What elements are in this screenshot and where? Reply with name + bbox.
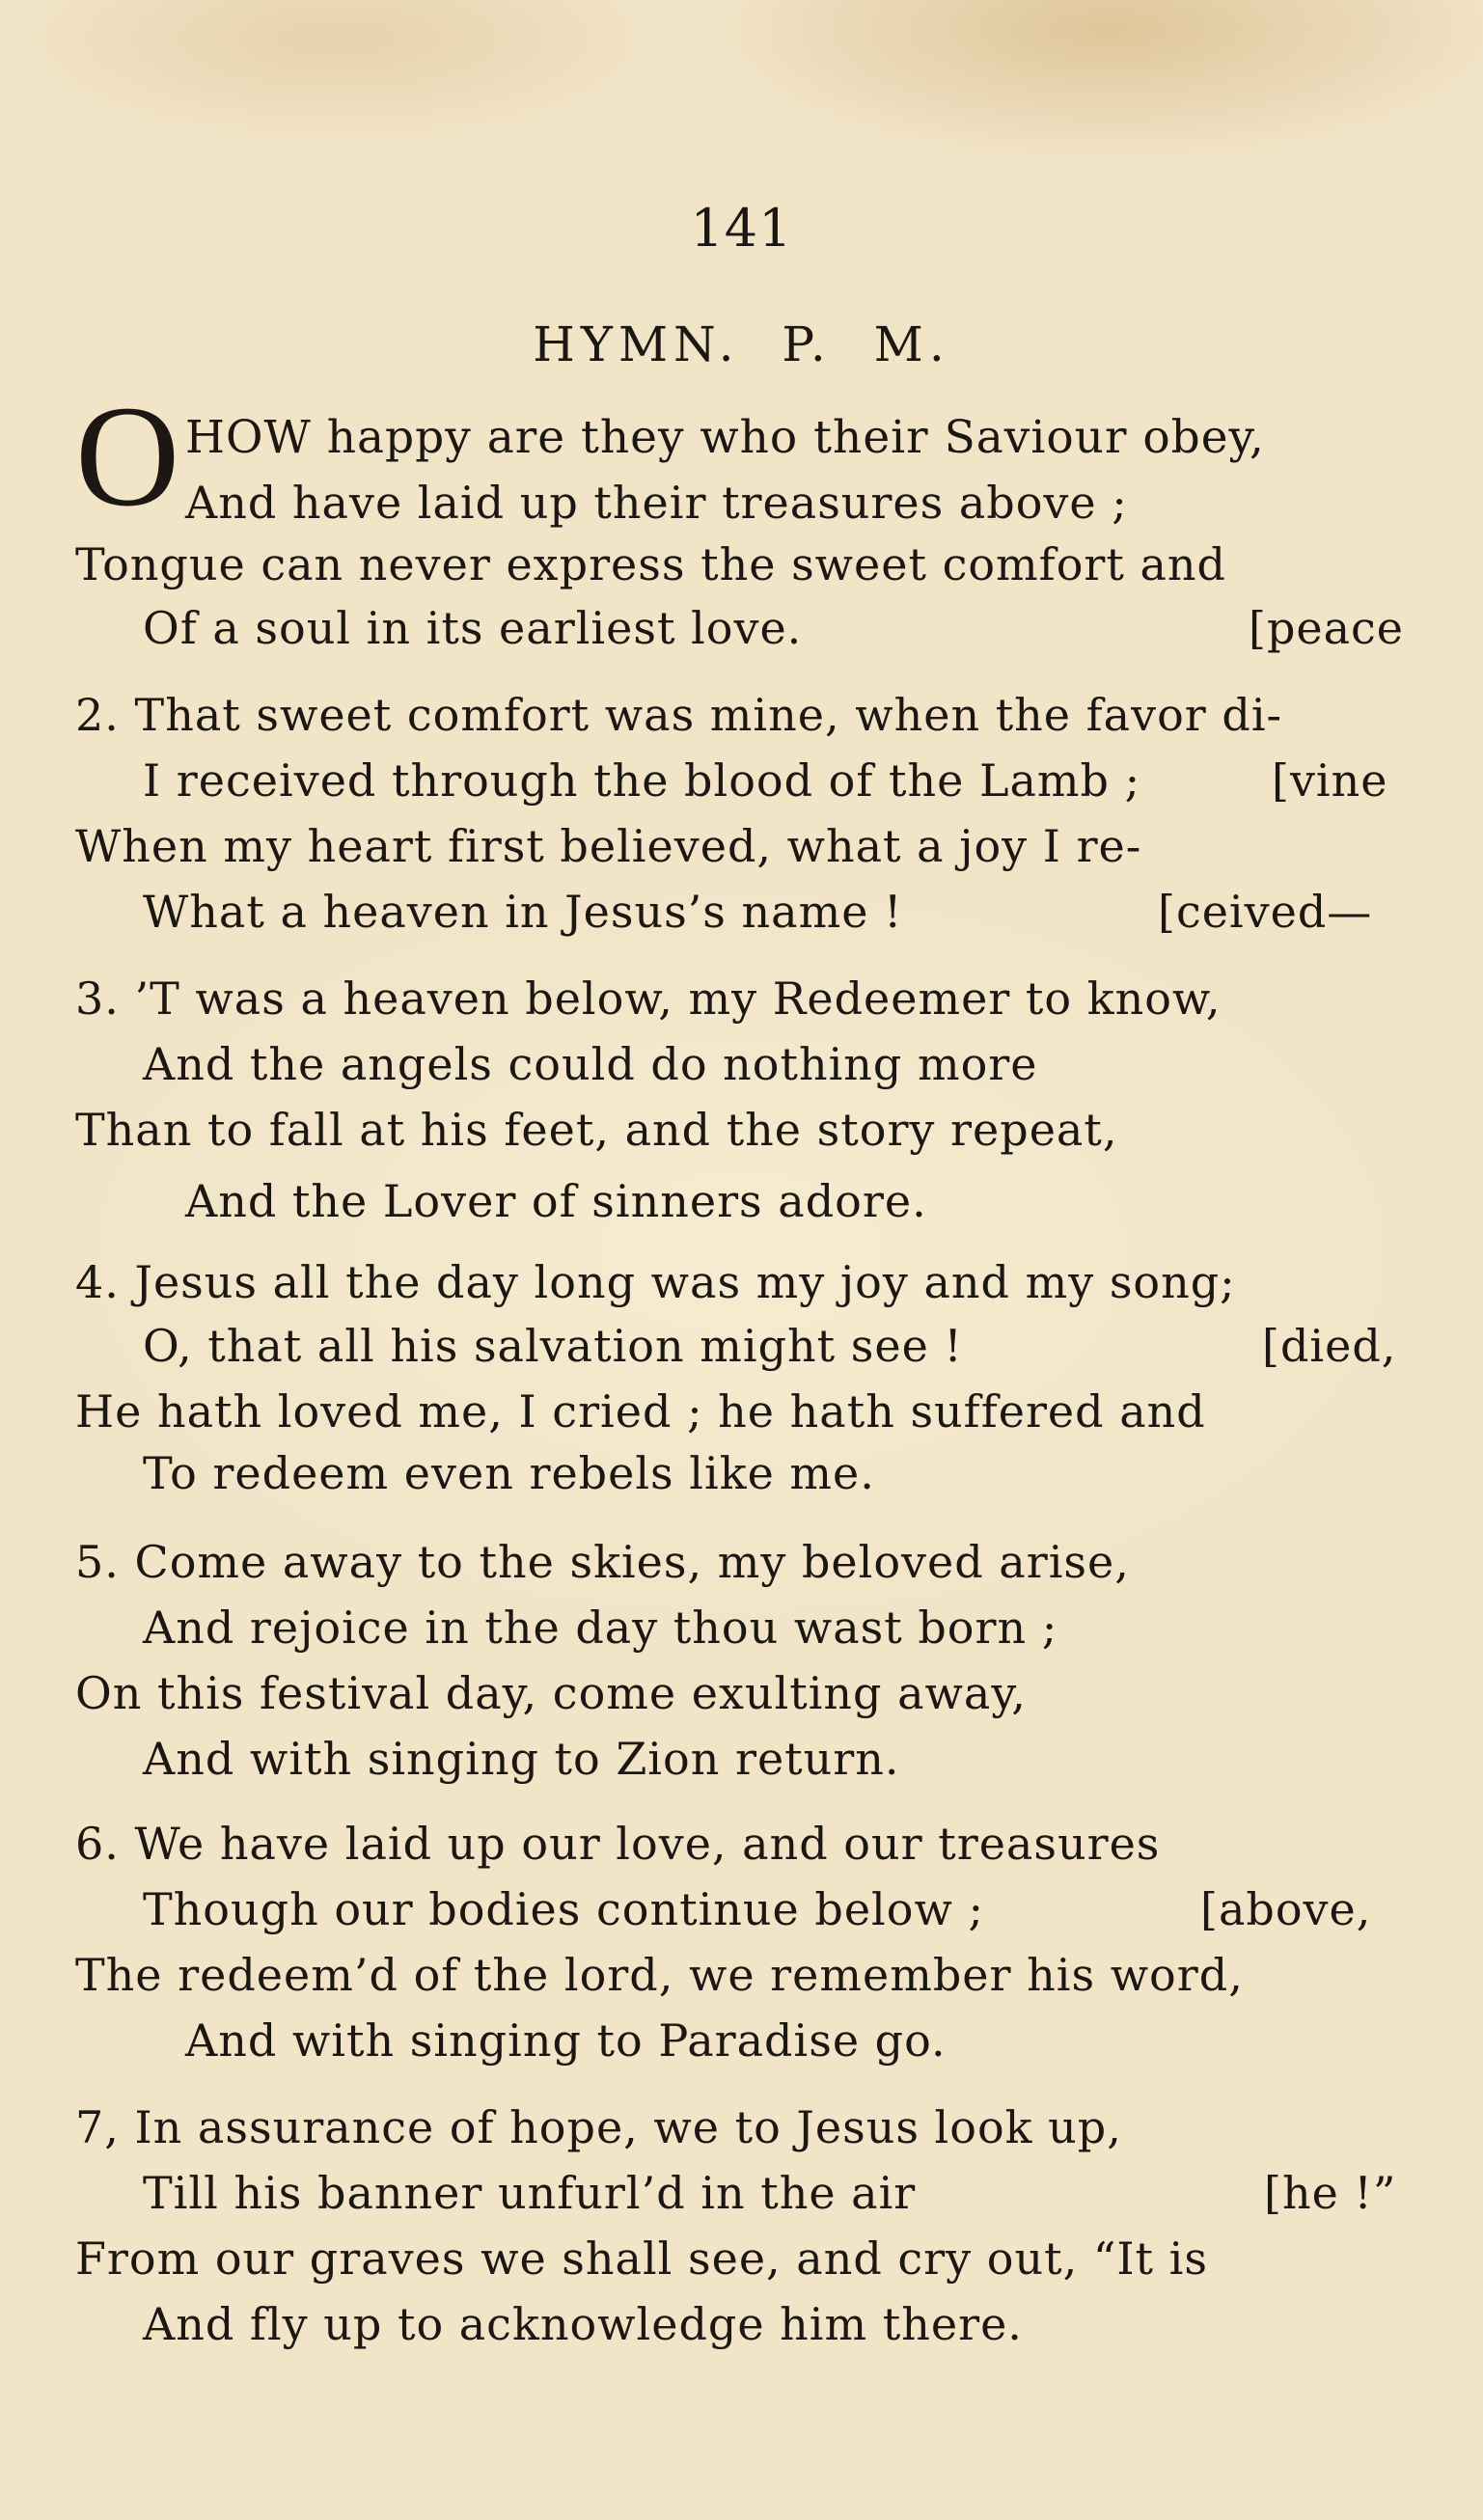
- verse-line: The redeem’d of the lord, we remember his word,: [75, 1949, 1244, 2001]
- turnover-text: [vine: [1272, 754, 1388, 807]
- verse-line: And with singing to Paradise go.: [185, 2014, 947, 2067]
- verse-line: What a heaven in Jesus’s name !: [143, 886, 903, 938]
- turnover-text: [peace: [1249, 602, 1405, 654]
- verse-line: Than to fall at his feet, and the story repeat,: [75, 1104, 1118, 1156]
- verse-line: And rejoice in the day thou wast born ;: [143, 1602, 1058, 1654]
- turnover-text: [he !”: [1264, 2167, 1397, 2219]
- verse-line: And fly up to acknowledge him there.: [143, 2298, 1023, 2350]
- drop-cap: O: [75, 376, 180, 536]
- turnover-text: [ceived—: [1158, 886, 1373, 938]
- verse-line: When my heart first believed, what a joy I re-: [75, 820, 1142, 872]
- verse-line: Though our bodies continue below ;: [143, 1883, 984, 1935]
- hymn-title: HYMN. P. M.: [533, 316, 950, 372]
- verse-line: Of a soul in its earliest love.: [143, 602, 803, 654]
- verse-line: I received through the blood of the Lamb ;: [143, 754, 1141, 807]
- verse-line: Tongue can never express the sweet comfort and: [75, 538, 1226, 590]
- verse-line: HOW happy are they who their Saviour obey,: [185, 411, 1265, 464]
- verse-line: From our graves we shall see, and cry out, “It is: [75, 2232, 1208, 2285]
- verse-line: 4. Jesus all the day long was my joy and my song;: [75, 1256, 1236, 1308]
- turnover-text: [died,: [1262, 1320, 1397, 1372]
- verse-line: 2. That sweet comfort was mine, when the favor di-: [75, 689, 1283, 741]
- verse-line: To redeem even rebels like me.: [143, 1447, 875, 1499]
- verse-line: And the angels could do nothing more: [143, 1038, 1038, 1090]
- verse-line: And the Lover of sinners adore.: [185, 1175, 927, 1227]
- verse-line: O, that all his salvation might see !: [143, 1320, 963, 1372]
- verse-line: And with singing to Zion return.: [143, 1733, 900, 1785]
- verse-line: 3. ’T was a heaven below, my Redeemer to know,: [75, 972, 1222, 1025]
- verse-line: He hath loved me, I cried ; he hath suffered and: [75, 1385, 1206, 1438]
- page-number: 141: [690, 198, 793, 259]
- verse-line: And have laid up their treasures above ;: [185, 477, 1128, 529]
- verse-line: On this festival day, come exulting away,: [75, 1667, 1027, 1719]
- verse-line: 7, In assurance of hope, we to Jesus look up,: [75, 2101, 1122, 2153]
- verse-line: 6. We have laid up our love, and our treasures: [75, 1818, 1161, 1870]
- verse-line: 5. Come away to the skies, my beloved arise,: [75, 1536, 1130, 1588]
- turnover-text: [above,: [1200, 1883, 1372, 1935]
- verse-line: Till his banner unfurl’d in the air: [143, 2167, 917, 2219]
